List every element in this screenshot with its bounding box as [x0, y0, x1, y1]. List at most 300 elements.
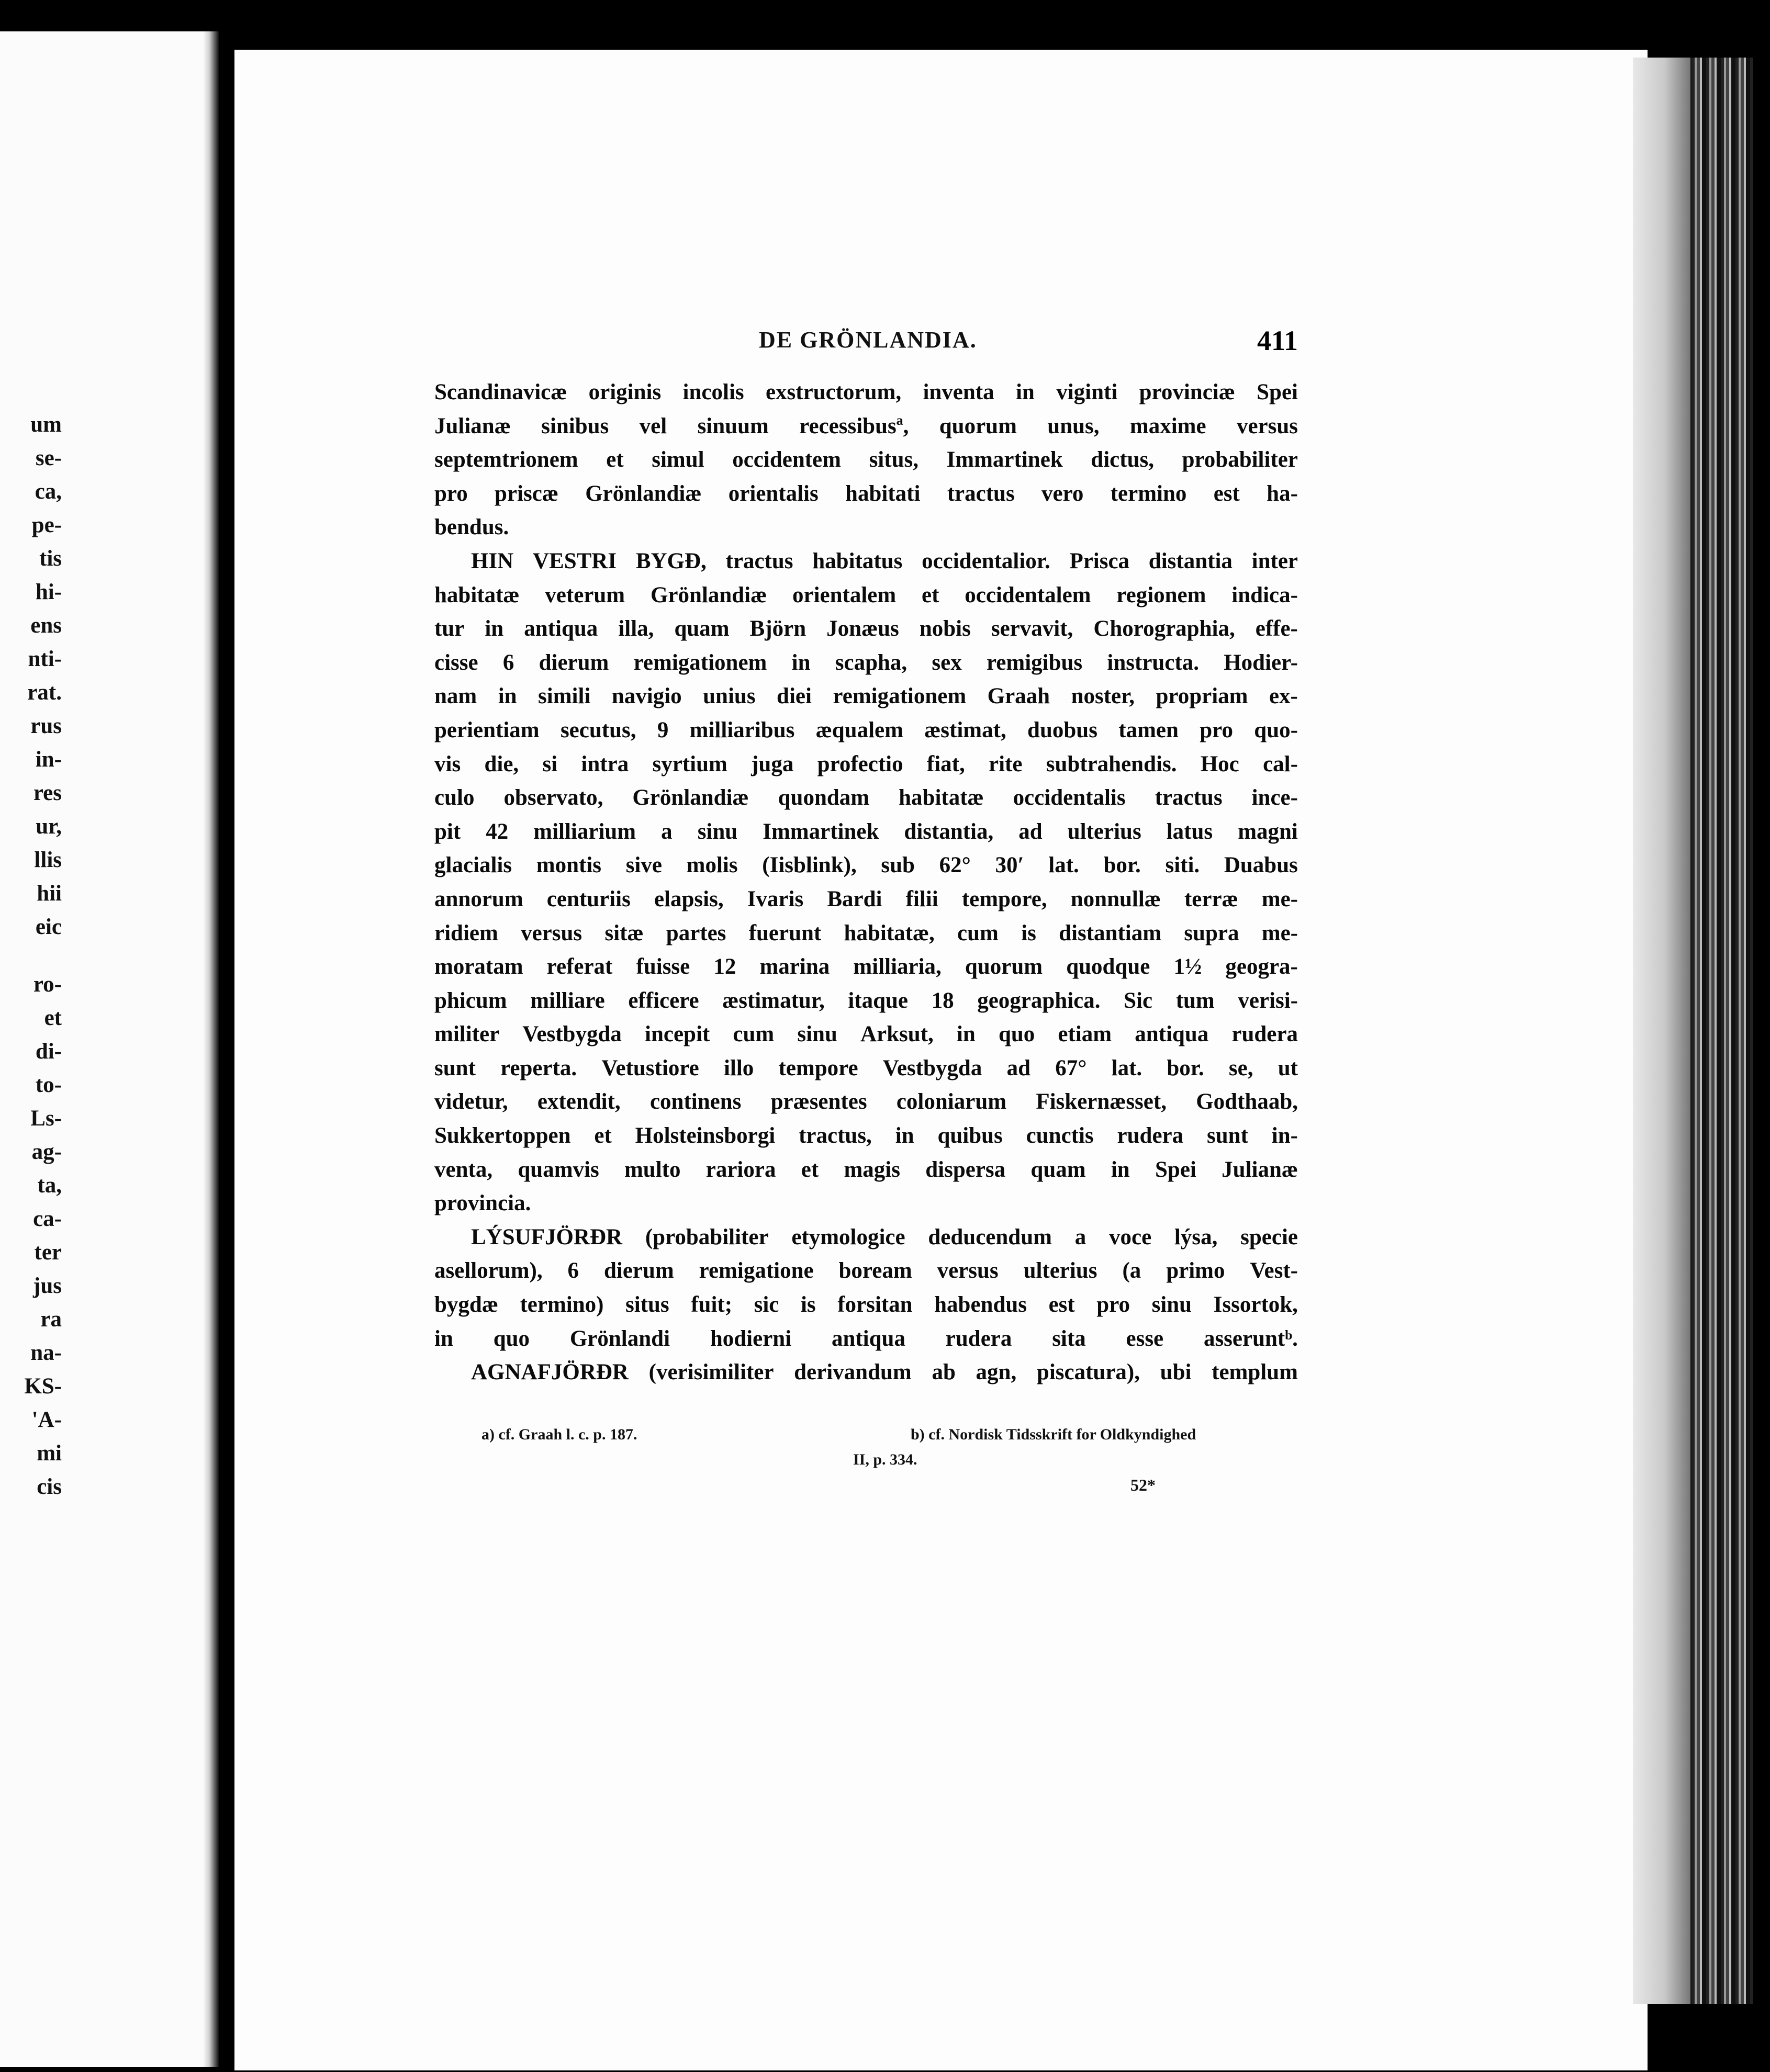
word: æqualem: [815, 717, 903, 742]
word: vis: [434, 751, 461, 776]
word: Jonæus: [826, 616, 899, 641]
word: verisi-: [1238, 988, 1298, 1013]
word: æstimat,: [924, 717, 1006, 742]
facing-page-fragment: in-: [35, 747, 62, 772]
word: ince-: [1251, 785, 1298, 810]
facing-page-fragment: ur,: [36, 814, 62, 839]
word: etiam: [1058, 1022, 1112, 1047]
text-line: [434, 443, 1298, 477]
word: quorum: [939, 413, 1017, 438]
running-head: [434, 326, 1298, 363]
text-line: [434, 950, 1298, 984]
word: remigibus: [986, 650, 1083, 675]
word: 42: [486, 819, 509, 844]
word: diei: [777, 684, 812, 709]
word: tempore,: [961, 886, 1047, 911]
word: marina: [759, 954, 830, 979]
word: extendit,: [537, 1089, 621, 1114]
word: piscatura),: [1036, 1360, 1140, 1385]
word: exstructorum,: [765, 380, 902, 404]
word: Godthaab,: [1196, 1089, 1298, 1114]
word: Issortok,: [1213, 1292, 1298, 1317]
word: effe-: [1255, 616, 1298, 641]
word: maxime: [1129, 413, 1206, 438]
facing-page-fragment: ca,: [35, 479, 62, 504]
word: reperta.: [500, 1055, 577, 1080]
facing-page-fragment: ta,: [37, 1173, 62, 1198]
word: a: [1074, 1224, 1086, 1249]
word: orientalis: [728, 481, 819, 506]
word: templum: [1212, 1360, 1298, 1385]
word: quam: [674, 616, 730, 641]
word: sinibus: [541, 413, 609, 438]
word: geographica.: [977, 988, 1101, 1013]
facing-page-fragment: ter: [34, 1240, 62, 1265]
word: partes: [666, 920, 726, 945]
word: Grönlandiæ: [585, 481, 702, 506]
word: pro: [434, 481, 468, 506]
word: occidentalis: [1013, 785, 1126, 810]
word: navigio: [611, 684, 682, 709]
word: bor.: [1167, 1055, 1204, 1080]
word: perientiam: [434, 717, 540, 742]
word: Holsteinsborgi: [635, 1123, 776, 1148]
word: phicum: [434, 988, 507, 1013]
word: est: [1048, 1292, 1075, 1317]
word: magni: [1238, 819, 1298, 844]
word: sinu: [797, 1022, 837, 1047]
word: secutus,: [560, 717, 636, 742]
word: situs: [625, 1292, 669, 1317]
facing-page-fragment: ro-: [33, 972, 62, 997]
word: quibus: [937, 1123, 1003, 1148]
word: cisse: [434, 650, 478, 675]
word: Prisca: [1069, 548, 1130, 573]
facing-page-fragment: cis: [37, 1474, 62, 1499]
word: ad: [1018, 819, 1043, 844]
word: situs,: [869, 447, 918, 472]
word: incepit: [645, 1022, 710, 1047]
word: termino: [1110, 481, 1187, 506]
word: in: [434, 1326, 453, 1351]
word: cal-: [1263, 751, 1298, 776]
word: dierum: [603, 1258, 674, 1283]
word: fuit;: [691, 1292, 733, 1317]
text-line: [434, 1052, 1298, 1086]
running-title: DE GRÖNLANDIA.: [759, 327, 977, 353]
text-line: [434, 612, 1298, 646]
word: 6: [567, 1258, 579, 1283]
word: Julianæ: [1222, 1157, 1298, 1182]
facing-page-text-fragments: [0, 408, 62, 1504]
text-line: [434, 815, 1298, 849]
facing-page-fragment: hi-: [35, 580, 62, 604]
word: 67°: [1055, 1055, 1087, 1080]
text-line: [434, 1153, 1298, 1187]
word: observato,: [503, 785, 603, 810]
facing-page-fragment: to-: [35, 1073, 62, 1097]
word: ha-: [1267, 481, 1298, 506]
word: LÝSUFJÖRÐR: [471, 1224, 623, 1249]
word: antiqua: [1135, 1022, 1209, 1047]
word: distantiam: [1059, 920, 1162, 945]
word: subtrahendis.: [1046, 751, 1177, 776]
text-line: [434, 883, 1298, 917]
word: tractus,: [799, 1123, 872, 1148]
word: in: [1015, 380, 1035, 404]
word: Vetustiore: [601, 1055, 699, 1080]
word: annorum: [434, 886, 523, 911]
word: occidentem: [732, 447, 841, 472]
word: unius: [703, 684, 756, 709]
word: cunctis: [1026, 1123, 1094, 1148]
word: quam: [1030, 1157, 1086, 1182]
word: pit: [434, 819, 461, 844]
word: Immartinek: [763, 819, 879, 844]
word: supra: [1184, 920, 1239, 945]
word: habendus: [934, 1292, 1027, 1317]
word: fiat,: [926, 751, 965, 776]
word: vel: [639, 413, 667, 438]
facing-page-fragment: ens: [30, 613, 62, 638]
word: rariora: [705, 1157, 776, 1182]
word: præsentes: [770, 1089, 867, 1114]
text-line: [434, 1085, 1298, 1119]
word: lat.: [1111, 1055, 1142, 1080]
word: videtur,: [434, 1089, 508, 1114]
word: sunt: [1207, 1123, 1248, 1148]
word: versus: [521, 920, 582, 945]
word: simul: [652, 447, 704, 472]
word: montis: [536, 853, 602, 878]
word: quorum: [965, 954, 1043, 979]
word: est: [1213, 481, 1240, 506]
text-line: [434, 781, 1298, 815]
word: Björn: [749, 616, 806, 641]
word: remigationem: [833, 684, 967, 709]
word: referat: [546, 954, 613, 979]
word: Spei: [1257, 380, 1298, 404]
word: etymologice: [791, 1224, 905, 1249]
word: me-: [1261, 920, 1298, 945]
word: HIN: [471, 548, 514, 573]
word: originis: [588, 380, 662, 404]
word: siti.: [1165, 853, 1200, 878]
word: tur: [434, 616, 465, 641]
word: viginti: [1056, 380, 1118, 404]
word: termino): [520, 1292, 604, 1317]
word: die,: [484, 751, 519, 776]
facing-page-fragment: tis: [39, 546, 62, 571]
word: in-: [1271, 1123, 1298, 1148]
word: Graah: [987, 684, 1050, 709]
word: sinu: [1151, 1292, 1192, 1317]
text-line: [434, 714, 1298, 748]
word: æstimatur,: [722, 988, 825, 1013]
word: 1½: [1173, 954, 1202, 979]
word: quondam: [778, 785, 870, 810]
word: ubi: [1160, 1360, 1192, 1385]
word: (probabiliter: [645, 1224, 769, 1249]
word: si: [542, 751, 558, 776]
word: VESTRI: [532, 548, 617, 573]
word: Hodier-: [1224, 650, 1298, 675]
word: lat.: [1048, 853, 1079, 878]
word: simili: [538, 684, 591, 709]
word: servavit,: [991, 616, 1073, 641]
word: bendus.: [434, 515, 509, 540]
word: rudera: [1231, 1022, 1298, 1047]
word: tractus: [725, 548, 793, 573]
word: Scandinavicæ: [434, 380, 567, 404]
word: juga: [751, 751, 794, 776]
word: asellorum),: [434, 1258, 543, 1283]
facing-page-fragment: KS-: [24, 1374, 62, 1399]
word: Grönlandiæ: [632, 785, 749, 810]
word: bygdæ: [434, 1292, 498, 1317]
word: in: [956, 1022, 976, 1047]
word: lýsa,: [1174, 1224, 1218, 1249]
word: ab: [932, 1360, 956, 1385]
word: Spei: [1155, 1157, 1196, 1182]
word: provinciæ: [1139, 380, 1235, 404]
word: 6: [502, 650, 514, 675]
word: pro: [1096, 1292, 1130, 1317]
text-line: [434, 477, 1298, 511]
word: quamvis: [518, 1157, 599, 1182]
text-line: [434, 646, 1298, 680]
book-gutter: [203, 31, 219, 2067]
word: et: [922, 582, 939, 607]
word: illo: [723, 1055, 754, 1080]
word: antiqua: [524, 616, 598, 641]
word: multo: [624, 1157, 681, 1182]
text-line: [434, 680, 1298, 714]
word: milliarium: [533, 819, 636, 844]
word: molis: [686, 853, 738, 878]
facing-page-fragment: na-: [30, 1341, 62, 1365]
word: se,: [1228, 1055, 1253, 1080]
word: occidentalior.: [922, 548, 1050, 573]
text-line: [434, 748, 1298, 782]
word: habitatæ,: [844, 920, 935, 945]
text-line: [434, 1119, 1298, 1153]
word: sitæ: [604, 920, 644, 945]
facing-page-fragment: jus: [33, 1274, 62, 1298]
word: veterum: [545, 582, 625, 607]
word: sinuum: [697, 413, 769, 438]
word: indica-: [1231, 582, 1298, 607]
text-line: [434, 410, 1298, 444]
word: 12: [713, 954, 736, 979]
word: priscæ: [495, 481, 558, 506]
word: sita: [1052, 1326, 1086, 1351]
facing-page-fragment: ag-: [31, 1140, 62, 1164]
word: in: [1111, 1157, 1130, 1182]
word: 18: [931, 988, 954, 1013]
word: fuerunt: [748, 920, 822, 945]
facing-page-fragment: ra: [40, 1307, 62, 1332]
word: tempore: [778, 1055, 858, 1080]
facing-page-fragment: et: [44, 1006, 62, 1030]
word: culo: [434, 785, 475, 810]
facing-page-left: [0, 31, 219, 2067]
word: orientalem: [792, 582, 897, 607]
word: dispersa: [925, 1157, 1006, 1182]
word: nam: [434, 684, 477, 709]
facing-page-fragment: di-: [35, 1039, 62, 1064]
text-line: [434, 1254, 1298, 1288]
word: cum: [733, 1022, 775, 1047]
word: inter: [1251, 548, 1298, 573]
word: is: [800, 1292, 816, 1317]
word: unus,: [1047, 413, 1100, 438]
word: rite: [989, 751, 1023, 776]
text-line: [434, 917, 1298, 951]
word: Grönlandiæ: [650, 582, 767, 607]
word: nonnullæ: [1070, 886, 1161, 911]
word: continens: [649, 1089, 742, 1114]
word: ulterius: [1067, 819, 1141, 844]
word: tamen: [1118, 717, 1179, 742]
word: intra: [581, 751, 629, 776]
word: septemtrionem: [434, 447, 578, 472]
word: remigatione: [699, 1258, 814, 1283]
word: Duabus: [1224, 853, 1298, 878]
word: primo: [1166, 1258, 1225, 1283]
facing-page-fragment: llis: [34, 848, 62, 872]
word: (Iisblink),: [762, 853, 857, 878]
word: is: [1021, 920, 1036, 945]
signature-mark: 52*: [1130, 1476, 1156, 1494]
word: itaque: [848, 988, 908, 1013]
facing-page-fragment: rat.: [27, 680, 62, 705]
word: Ivaris: [747, 886, 804, 911]
text-line: [434, 1221, 1298, 1255]
word: scapha,: [835, 650, 908, 675]
word: bor.: [1103, 853, 1141, 878]
word: Chorographia,: [1093, 616, 1235, 641]
word: in: [485, 616, 504, 641]
word: derivandum: [794, 1360, 912, 1385]
word: geogra-: [1225, 954, 1298, 979]
footnote-a: a) cf. Graah l. c. p. 187.: [481, 1426, 637, 1443]
word: elapsis,: [654, 886, 724, 911]
word: ulterius: [1023, 1258, 1097, 1283]
body-text: [434, 376, 1298, 1390]
word: syrtium: [652, 751, 727, 776]
word: dictus,: [1091, 447, 1154, 472]
word: cum: [957, 920, 999, 945]
word: et: [606, 447, 624, 472]
footnote-b-continued: II, p. 334.: [853, 1451, 917, 1468]
word: me-: [1261, 886, 1298, 911]
word: habitatæ: [899, 785, 984, 810]
word: sunt: [434, 1055, 476, 1080]
text-line: [434, 511, 1298, 545]
facing-page-fragment: nti-: [28, 647, 62, 671]
word: BYGÐ,: [635, 548, 707, 573]
text-line: [434, 1288, 1298, 1322]
facing-page-fragment: mi: [37, 1441, 62, 1466]
word: profectio: [817, 751, 903, 776]
word: glacialis: [434, 853, 512, 878]
word: Julianæ: [434, 413, 511, 438]
word: 30′: [995, 853, 1024, 878]
word: noster,: [1071, 684, 1135, 709]
word: sive: [625, 853, 662, 878]
word: propriam: [1156, 684, 1248, 709]
word: tractus: [947, 481, 1015, 506]
word: versus: [937, 1258, 999, 1283]
facing-page-fragment: Ls-: [30, 1106, 62, 1131]
word: specie: [1240, 1224, 1298, 1249]
word: nobis: [919, 616, 971, 641]
word: probabiliter: [1182, 447, 1298, 472]
word: regionem: [1116, 582, 1206, 607]
word: fuisse: [636, 954, 690, 979]
word: recessibusª,: [799, 413, 909, 438]
text-line: [434, 984, 1298, 1018]
word: moratam: [434, 954, 523, 979]
word: ut: [1278, 1055, 1298, 1080]
word: AGNAFJÖRÐR: [471, 1360, 629, 1385]
word: sinu: [697, 819, 738, 844]
word: 62°: [939, 853, 971, 878]
word: distantia,: [904, 819, 994, 844]
word: magis: [844, 1157, 900, 1182]
word: Arksut,: [860, 1022, 934, 1047]
word: incolis: [682, 380, 744, 404]
word: versus: [1236, 413, 1298, 438]
word: milliare: [530, 988, 605, 1013]
word: centuriis: [546, 886, 631, 911]
word: 9: [657, 717, 669, 742]
word: quo-: [1254, 717, 1298, 742]
word: voce: [1108, 1224, 1152, 1249]
word: ex-: [1269, 684, 1298, 709]
word: quo: [493, 1326, 530, 1351]
text-line: [434, 1356, 1298, 1390]
word: habitatus: [812, 548, 903, 573]
word: et: [594, 1123, 612, 1148]
word: in: [498, 684, 517, 709]
facing-page-fragment: um: [30, 412, 62, 437]
word: occidentalem: [965, 582, 1091, 607]
word: (verisimiliter: [648, 1360, 774, 1385]
word: inventa: [923, 380, 994, 404]
word: Vestbygda: [522, 1022, 622, 1047]
word: in: [895, 1123, 914, 1148]
text-line: [434, 376, 1298, 410]
text-line: [434, 1187, 1298, 1221]
word: sub: [881, 853, 915, 878]
word: militer: [434, 1022, 500, 1047]
word: quodque: [1066, 954, 1150, 979]
word: forsitan: [837, 1292, 913, 1317]
word: Immartinek: [946, 447, 1063, 472]
word: Hoc: [1200, 751, 1239, 776]
word: vero: [1041, 481, 1084, 506]
text-line: [434, 1018, 1298, 1052]
word: dierum: [539, 650, 609, 675]
text-line: [434, 545, 1298, 579]
word: illa,: [618, 616, 654, 641]
word: provincia.: [434, 1191, 531, 1216]
word: duobus: [1027, 717, 1097, 742]
word: in: [791, 650, 811, 675]
word: agn,: [976, 1360, 1017, 1385]
